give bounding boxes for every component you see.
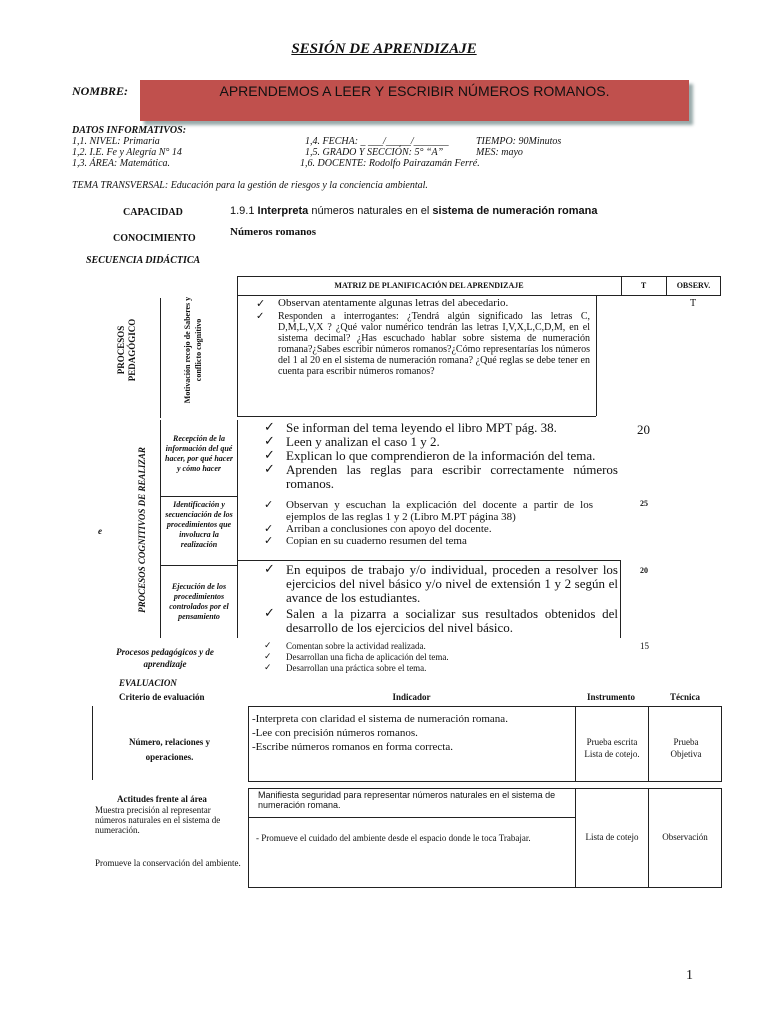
list-item: ✓ Salen a la pizarra a socializar sus resultados obtenidos del desarrollo de los ejercicios del nivel básico. [258,607,618,635]
matriz-obs-header: OBSERV. [676,281,711,290]
col-tecnica: Técnica [670,692,700,702]
capacidad-text [230,205,597,217]
eval-row1-instrumento: Prueba escrita Lista de cotejo. [584,737,640,759]
ejecucion-t: 20 [640,566,648,575]
secuencia-label: SECUENCIA DIDÁCTICA [86,255,201,266]
list-item: ✓ Desarrollan una ficha de aplicación del tema. [258,652,598,663]
conocimiento-value: Números romanos [230,226,317,238]
cierre-t: 15 [640,641,649,651]
eval-row1-criterio: Número, relaciones y operaciones. [129,737,210,762]
eval-row2-criterio-heading: Actitudes frente al área [117,794,207,804]
datos-fecha: 1,4. FECHA: _ ___/_____/_______ [305,136,449,147]
datos-heading: DATOS INFORMATIVOS: [72,125,187,136]
eval-row2-criterio-1: Muestra precisión al representar números naturales en el sistema de numeración. [95,805,221,835]
col-criterio: Criterio de evaluación [119,692,205,702]
indicador-line: -Escribe números romanos en forma correcta. [252,741,453,753]
recepcion-t: 20 [637,422,650,437]
capacidad-num: 1.9.1 [230,205,255,217]
list-item: ✓ Leen y analizan el caso 1 y 2. [258,435,618,449]
ejecucion-label: Ejecución de los procedimientos controlados por el pensamiento [169,582,229,621]
nombre-label: NOMBRE: [72,84,129,98]
capacidad-label: CAPACIDAD [123,207,183,218]
cierre-list [258,641,598,674]
nombre-value: APRENDEMOS A LEER Y ESCRIBIR NÚMEROS ROMANOS. [219,83,610,99]
list-item: ✓ Desarrollan una práctica sobre el tema. [258,663,598,674]
procesos-pedagogico-label: PROCESOS PEDAGÓGICO [116,318,137,382]
list-item: ✓ Se informan del tema leyendo el libro MPT pág. 38. [258,421,618,435]
datos-docente: 1,6. DOCENTE: Rodolfo Pairazamán Ferré. [300,158,480,169]
matriz-header: MATRIZ DE PLANIFICACIÓN DEL APRENDIZAJE [334,281,524,290]
obs-first: T [690,298,697,309]
list-item: ✓ Observan atentamente algunas letras del abecedario. [250,298,590,309]
motivacion-list [250,298,590,377]
recepcion-label: Recepción de la información del qué hacer, por qué hacer y cómo hacer [165,434,233,473]
datos-tiempo: TIEMPO: 90Minutos [476,136,562,147]
capacidad-verb: Interpreta [257,205,309,217]
datos-area: 1,3. ÁREA: Matemática. [72,158,171,169]
evaluacion-heading: EVALUACION [119,678,177,688]
list-item: ✓ Arriban a conclusiones con apoyo del docente. [258,523,593,535]
list-item: ✓ Observan y escuchan la explicación del docente a partir de los ejemplos de las reglas 1 y 2 (Libro M.PT página 38) [258,499,593,523]
eval-row2-indicador-1: Manifiesta seguridad para representar números naturales en el sistema de numeración romana. [258,790,556,810]
list-item: ✓ Responden a interrogantes: ¿Tendrá algún significado las letras C, D,M,L,V,X ? ¿Qué valor numérico tendrán las letras I,V,X,L,C,D,M, en el sistema decimal? ¿Has escuchado hablar sobre sistema de numeración romana?¿Sabes escribir números romanos?¿Cómo representarías los números del 1 al 20 en el sistema de numeración romana? ¿Qué reglas se debe tener en cuenta para escribir números romanos? [250,311,590,377]
procesos-cognitivos-label: PROCESOS COGNITIVOS DE REALIZAR [137,447,147,613]
list-item: ✓ En equipos de trabajo y/o individual, proceden a resolver los ejercicios del nivel básico y/o nivel de extensión 1 y 2 según el avance de los estudiantes. [258,563,618,605]
list-item: ✓ Copian en su cuaderno resumen del tema [258,535,593,547]
identificacion-t: 25 [640,499,648,508]
capacidad-middle: números naturales en el [311,205,430,217]
eval-row2-indicador-2: - Promueve el cuidado del ambiente desde el espacio donde le toca Trabajar. [256,833,531,843]
capacidad-end: sistema de numeración romana [432,205,598,217]
tema-transversal: TEMA TRANSVERSAL: Educación para la gestión de riesgos y la conciencia ambiental. [72,180,428,191]
eval-row2-criterio-2: Promueve la conservación del ambiente. [95,858,241,868]
eval-row2-tecnica: Observación [662,832,708,842]
eval-row1-indicadores [252,712,572,754]
eval-row1-tecnica: Prueba Objetiva [670,737,702,759]
identificacion-list [258,499,593,547]
indicador-line: -Lee con precisión números romanos. [252,727,418,739]
page-number: 1 [686,968,693,983]
col-instrumento: Instrumento [586,692,635,702]
datos-nivel: 1,1. NIVEL: Primaria [72,136,160,147]
datos-grado: 1,5. GRADO Y SECCIÓN: 5° “A” [305,147,444,158]
recepcion-list [258,421,618,491]
ejecucion-list [258,563,618,635]
procesos-aprendizaje-label: Procesos pedagógicos y de aprendizaje [116,647,214,669]
eval-row2-instrumento: Lista de cotejo [585,832,639,842]
datos-ie: 1,2. I.E. Fe y Alegría N° 14 [72,147,182,158]
col-indicador: Indicador [392,692,431,702]
identificacion-label: Identificación y secuenciación de los procedimientos que involucra la realización [165,500,233,549]
matriz-t-header: T [640,281,647,290]
motivacion-label: Motivación recojo de Saberes y conflicto cognitivo [183,296,203,404]
nombre-banner [140,80,689,121]
list-item: ✓ Aprenden las reglas para escribir correctamente números romanos. [258,463,618,491]
list-item: ✓ Comentan sobre la actividad realizada. [258,641,598,652]
side-e-label: e [98,526,102,536]
datos-mes: MES: mayo [476,147,523,158]
indicador-line: -Interpreta con claridad el sistema de numeración romana. [252,713,508,725]
page-title: SESIÓN DE APRENDIZAJE [291,41,477,57]
list-item: ✓ Explican lo que comprendieron de la información del tema. [258,449,618,463]
conocimiento-label: CONOCIMIENTO [113,233,196,244]
